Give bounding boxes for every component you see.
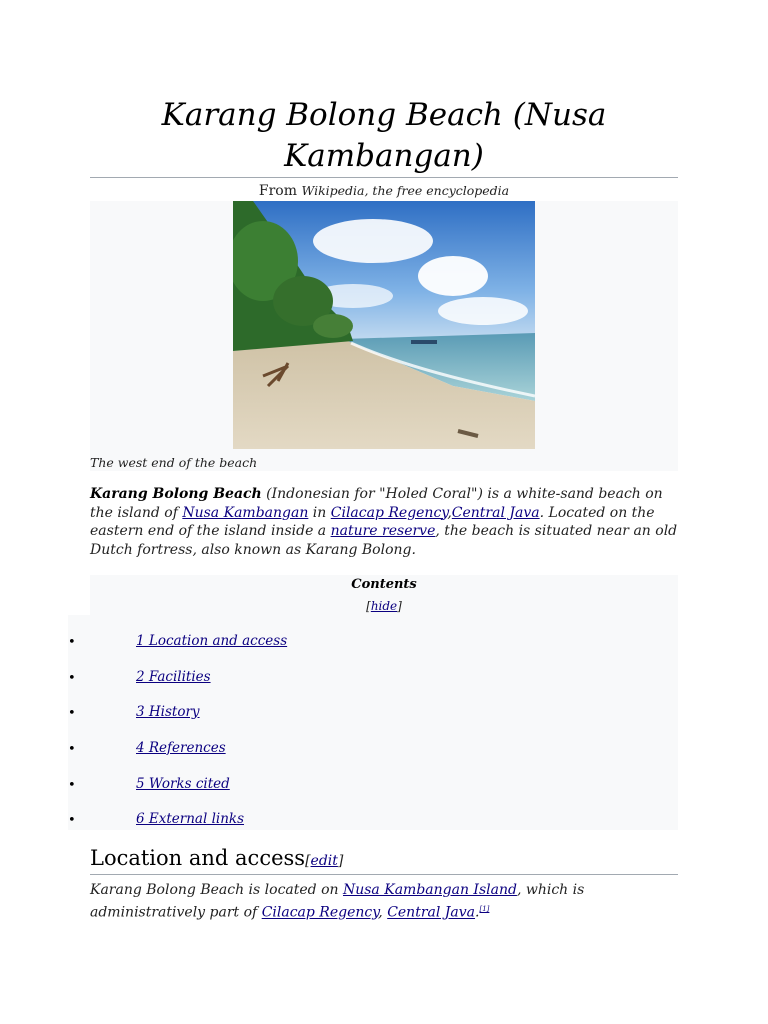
toc-bullet: • [68, 635, 76, 650]
toc-link-location[interactable]: 1 Location and access [136, 633, 288, 649]
toc-link-works-cited[interactable]: 5 Works cited [136, 776, 230, 792]
toc-bullet: • [68, 671, 76, 686]
link-cilacap-regency[interactable]: Cilacap Regency [330, 504, 448, 521]
lead-paragraph [90, 485, 678, 559]
location-text-4: . [475, 904, 480, 921]
section-divider [90, 874, 678, 875]
beach-photo-graphic [233, 201, 535, 449]
toc-hide-link[interactable]: hide [370, 599, 398, 613]
location-paragraph [90, 881, 678, 923]
link-central-java[interactable]: Central Java [451, 504, 540, 521]
title-divider [90, 177, 678, 178]
toc-link-external-links[interactable]: 6 External links [136, 811, 245, 827]
toc-list [68, 615, 678, 830]
link-nusa-kambangan[interactable]: Nusa Kambangan [182, 504, 309, 521]
location-text-3: , [378, 904, 388, 921]
section-edit [305, 853, 343, 869]
toc-link-references[interactable]: 4 References [136, 740, 226, 756]
section-edit-link[interactable]: edit [310, 853, 338, 869]
article-subject: Karang Bolong Beach [90, 486, 262, 502]
toc-title: Contents [351, 577, 417, 592]
toc-item-works-cited [68, 776, 678, 796]
edit-bracket-open: [ [305, 853, 311, 869]
toc-bullet: • [68, 778, 76, 793]
beach-photo[interactable] [233, 201, 535, 449]
lead-text-5: , the beach is situated near an old Dutch fortress, also known as Karang Bolong. [90, 523, 678, 558]
link-nusa-kambangan-island[interactable]: Nusa Kambangan Island [342, 882, 517, 898]
tagline-source: Wikipedia, the free encyclopedia [301, 183, 510, 198]
site-tagline [90, 183, 678, 199]
toc-bullet: • [68, 742, 76, 757]
infobox [90, 201, 678, 471]
toc-link-facilities[interactable]: 2 Facilities [136, 669, 211, 685]
lead-text-4: . Located on the eastern end of the island inside a [90, 504, 655, 539]
section-heading-text: Location and access [90, 846, 306, 870]
lead-text-3: , [447, 504, 452, 521]
toc-bracket-open: [ [366, 599, 371, 613]
location-text-2: , which is administratively part of [90, 882, 585, 921]
link-central-java-2[interactable]: Central Java [387, 904, 476, 921]
link-nature-reserve[interactable]: nature reserve [330, 523, 436, 539]
toc-bracket-close: ] [397, 599, 402, 613]
edit-bracket-close: ] [337, 853, 344, 869]
toc-toggle [90, 599, 678, 613]
toc-item-location [68, 633, 678, 653]
page-title: Karang Bolong Beach (Nusa Kambangan) [161, 97, 607, 174]
toc-bullet: • [68, 813, 76, 828]
lead-text-1: (Indonesian for "Holed Coral") is a white-sand beach on the island of [90, 486, 663, 521]
image-caption: The west end of the beach [90, 455, 258, 470]
toc-item-facilities [68, 669, 678, 689]
lead-text-2: in [308, 504, 331, 521]
link-cilacap-regency-2[interactable]: Cilacap Regency [261, 904, 379, 921]
tagline-from: From [258, 183, 297, 199]
section-heading-location [90, 846, 678, 870]
toc-item-references [68, 740, 678, 760]
location-text-1: Karang Bolong Beach is located on [90, 882, 343, 898]
reference-link-1[interactable]: [1] [479, 905, 490, 913]
toc-item-external-links [68, 811, 678, 831]
toc-item-history [68, 704, 678, 724]
toc-header [90, 575, 678, 615]
toc-link-history[interactable]: 3 History [136, 704, 200, 720]
toc-bullet: • [68, 706, 76, 721]
